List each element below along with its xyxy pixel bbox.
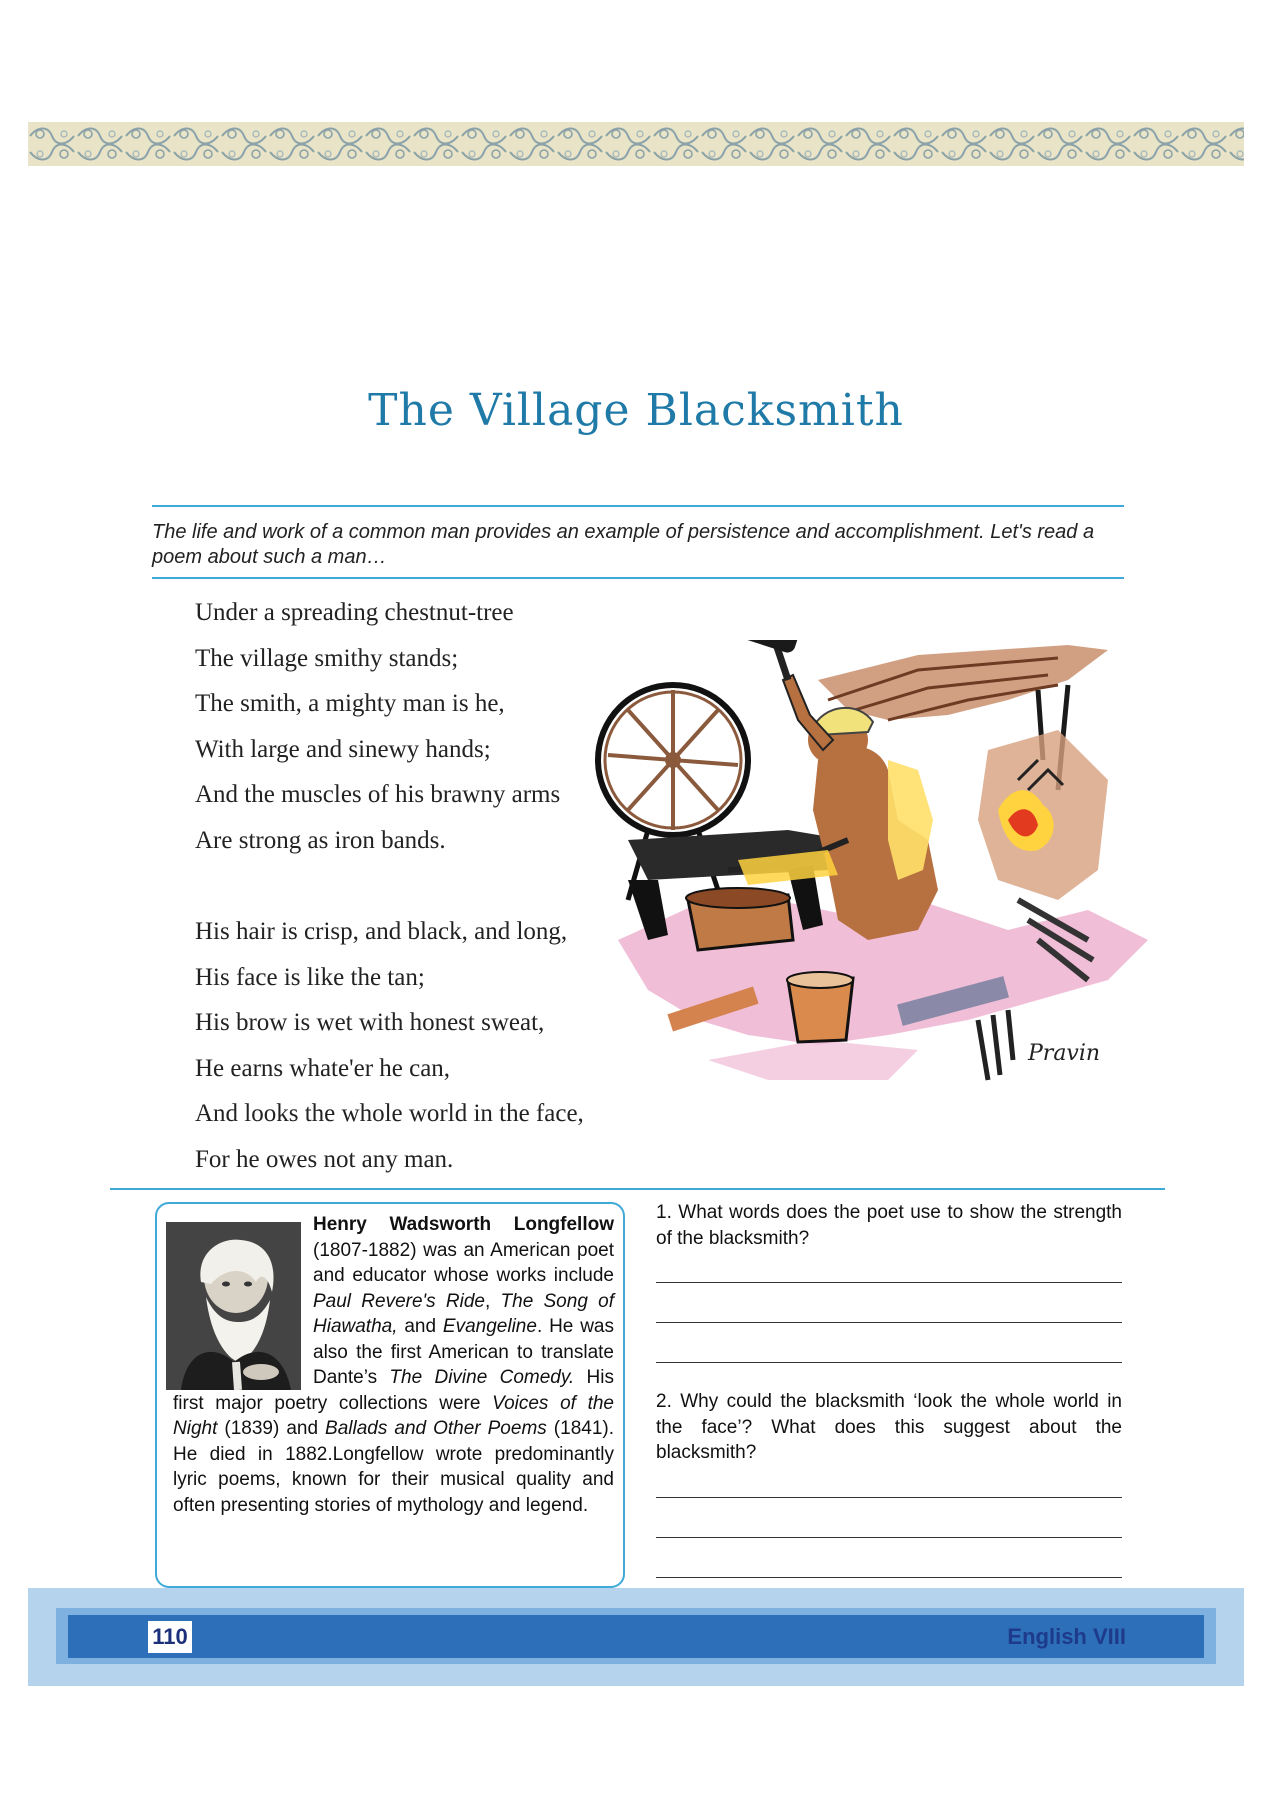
poem-line: Under a spreading chestnut-tree — [195, 599, 514, 626]
answer-line[interactable] — [656, 1497, 1122, 1498]
work-title: The Song of Hiawatha, — [313, 1290, 614, 1337]
intro-text: The life and work of a common man provides an example of persistence and accomplishment. Let's read a poem about such a man… — [152, 521, 1095, 568]
poem-line: His hair is crisp, and black, and long, — [195, 918, 568, 945]
bio-text: and — [397, 1316, 443, 1337]
book-title: English VIII — [1007, 1624, 1126, 1649]
answer-line[interactable] — [656, 1362, 1122, 1363]
bio-text: (1841). He died in 1882.Longfellow wrote predominantly lyric poems, known for their musical quality and often presenting stories of mythology and legend. — [173, 1418, 614, 1516]
poem-line: He earns whate'er he can, — [195, 1054, 451, 1082]
answer-line[interactable] — [656, 1322, 1122, 1323]
poem-line: And the muscles of his brawny arms — [195, 781, 561, 808]
poem-line: The village smithy stands; — [195, 644, 459, 672]
poem-line: The smith, a mighty man is he, — [195, 690, 505, 717]
answer-line[interactable] — [656, 1577, 1122, 1578]
poem-line: With large and sinewy hands; — [195, 735, 491, 763]
page-number: 110 — [148, 1621, 192, 1653]
section-rule — [110, 1188, 1165, 1190]
bio-text: . He was also the first American to translate Dante’s — [313, 1316, 614, 1388]
bio-text: (1807-1882) was an American poet and educator whose works include — [313, 1239, 614, 1286]
bio-text: His first major poetry collections were — [173, 1367, 614, 1414]
poem-line: Are strong as iron bands. — [195, 826, 446, 854]
answer-line[interactable] — [656, 1537, 1122, 1538]
work-title: Evangeline — [442, 1316, 537, 1337]
intro-top-rule — [152, 505, 1124, 507]
intro-bottom-rule — [152, 577, 1124, 579]
bio-text: (1839) and — [217, 1418, 326, 1439]
page-title: The Village Blacksmith — [368, 385, 904, 436]
work-title: Paul Revere's Ride — [313, 1290, 485, 1312]
work-title: Ballads and Other Poems — [325, 1418, 547, 1439]
poem-line: And looks the whole world in the face, — [195, 1100, 584, 1127]
author-name: Henry Wadsworth Longfellow — [313, 1214, 614, 1235]
artist-signature: Pravin — [1028, 1041, 1101, 1066]
decorative-border — [28, 122, 1244, 166]
work-title: The Divine Comedy. — [389, 1367, 575, 1388]
blacksmith-illustration — [588, 640, 1248, 1160]
poem-line: His face is like the tan; — [195, 963, 425, 991]
poem-line: His brow is wet with honest sweat, — [195, 1009, 545, 1036]
question-1: 1. What words does the poet use to show the strength of the blacksmith? — [656, 1202, 1122, 1249]
questions — [656, 1200, 1122, 1578]
question-2: 2. Why could the blacksmith ‘look the whole world in the face’? What does this suggest about the blacksmith? — [656, 1391, 1122, 1463]
work-title: Voices of the Night — [173, 1392, 615, 1439]
poem-line: For he owes not any man. — [195, 1145, 454, 1173]
author-bio — [173, 1212, 614, 1518]
answer-line[interactable] — [656, 1282, 1122, 1283]
bio-text: , — [484, 1290, 501, 1312]
